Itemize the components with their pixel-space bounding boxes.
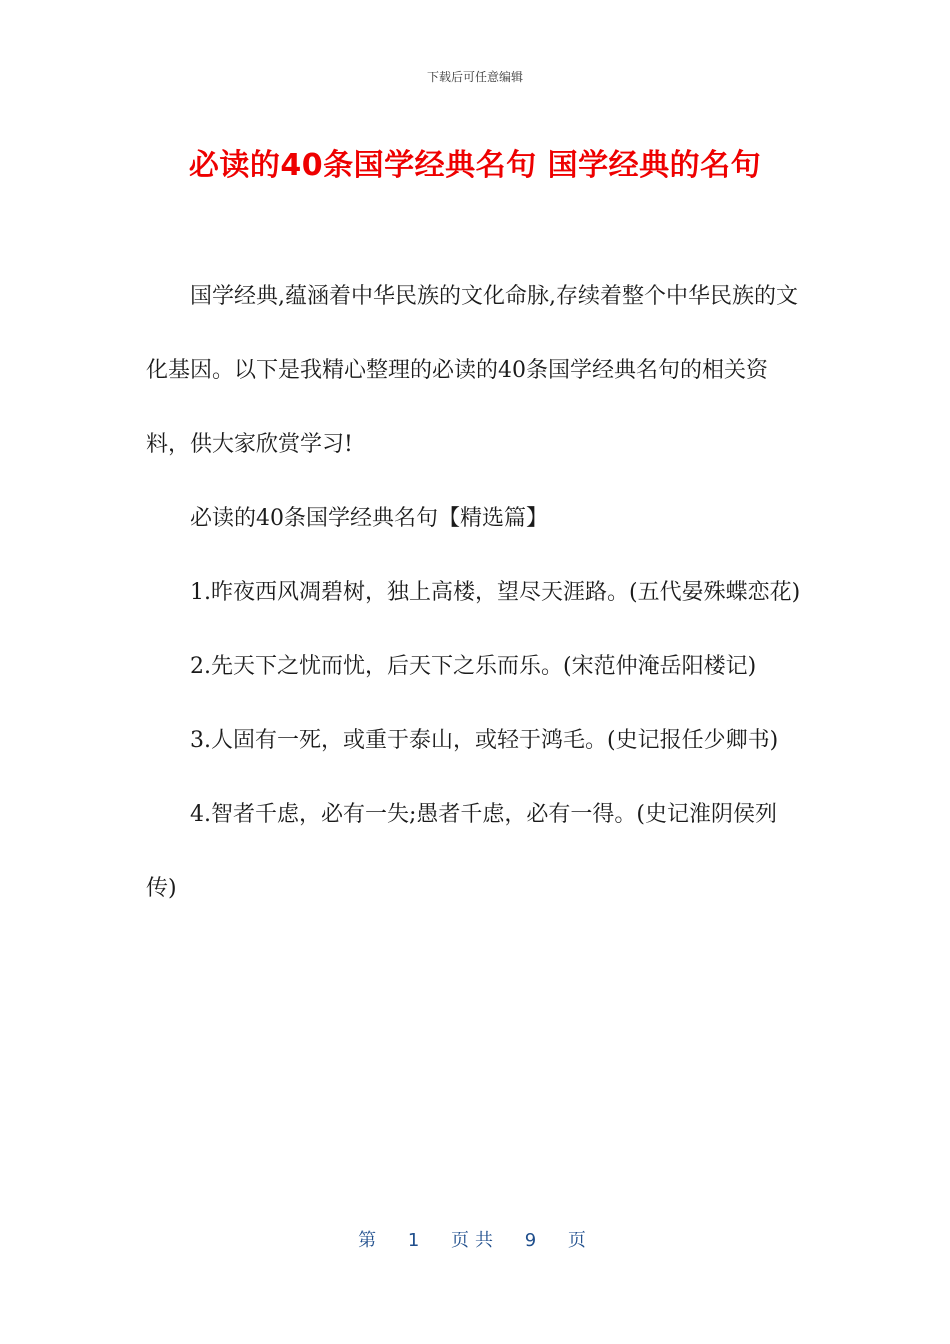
intro-paragraph: 国学经典,蕴涵着中华民族的文化命脉,存续着整个中华民族的文化基因。以下是我精心整理的必读的40条国学经典名句的相关资料，供大家欣赏学习!	[146, 284, 798, 457]
header-note: 下载后可任意编辑	[426, 70, 523, 84]
quote-item: 3.人固有一死，或重于泰山，或轻于鸿毛。(史记报任少卿书)	[190, 728, 779, 753]
document-body	[146, 260, 806, 926]
quote-item: 1.昨夜西风凋碧树，独上高楼，望尽天涯路。(五代晏殊蝶恋花)	[190, 580, 801, 605]
page-number: 第 1 页共 9 页	[358, 1230, 592, 1251]
section-heading: 必读的40条国学经典名句【精选篇】	[190, 506, 548, 531]
document-title: 必读的40条国学经典名句 国学经典的名句	[188, 148, 762, 183]
quote-item: 2.先天下之忧而忧，后天下之乐而乐。(宋范仲淹岳阳楼记)	[190, 654, 757, 679]
quote-item: 4.智者千虑，必有一失;愚者千虑，必有一得。(史记淮阴侯列传)	[146, 802, 777, 901]
